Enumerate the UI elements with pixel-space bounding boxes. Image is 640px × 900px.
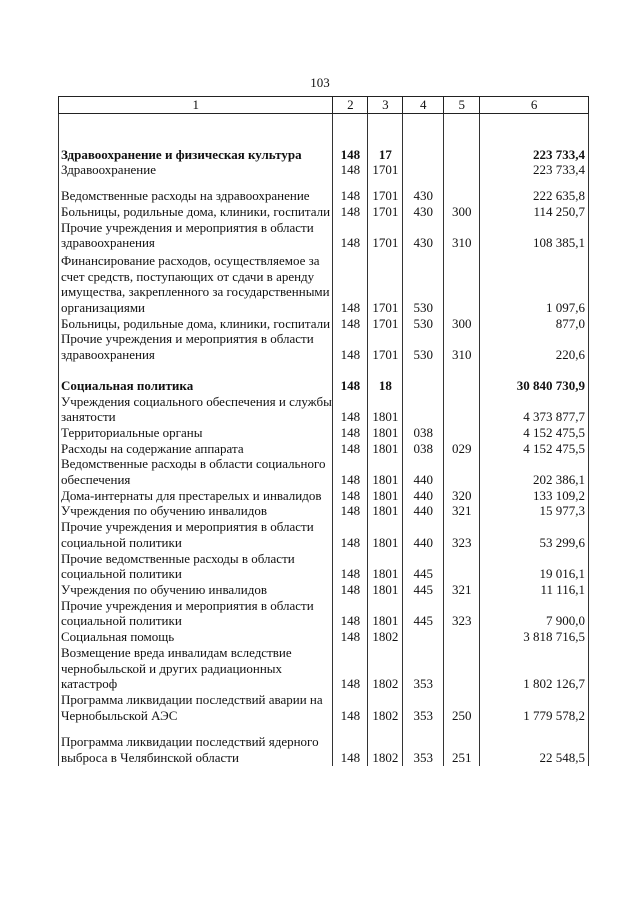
code-expense-type: 323 [444,519,480,550]
amount: 133 109,2 [480,488,589,504]
code-section: 17 [368,113,403,162]
table-row [59,519,589,550]
row-label: Здравоохранение [59,162,333,178]
table-row [59,251,589,316]
code-section: 1701 [368,316,403,332]
code-ministry: 148 [333,363,368,394]
code-section: 1802 [368,723,403,765]
table-row [59,113,589,162]
code-ministry: 148 [333,692,368,723]
code-expense-type [444,645,480,692]
code-section: 1701 [368,251,403,316]
code-expense-type [444,178,480,204]
code-ministry: 148 [333,441,368,457]
code-ministry: 148 [333,519,368,550]
amount: 4 373 877,7 [480,394,589,425]
table-body [59,113,589,766]
code-ministry: 148 [333,204,368,220]
amount: 3 818 716,5 [480,629,589,645]
col-header-1: 1 [59,97,333,114]
table-row [59,456,589,487]
table-row [59,204,589,220]
code-section: 1801 [368,519,403,550]
code-section: 1701 [368,178,403,204]
amount: 7 900,0 [480,598,589,629]
code-ministry: 148 [333,162,368,178]
table-row [59,316,589,332]
code-target [403,113,444,162]
code-section: 1801 [368,551,403,582]
row-label: Прочие учреждения и мероприятия в области социальной политики [59,519,333,550]
code-target: 353 [403,645,444,692]
code-target: 445 [403,598,444,629]
code-target: 430 [403,220,444,251]
code-expense-type: 320 [444,488,480,504]
code-target: 440 [403,503,444,519]
code-target: 445 [403,582,444,598]
code-section: 1701 [368,162,403,178]
amount: 53 299,6 [480,519,589,550]
code-ministry: 148 [333,645,368,692]
code-ministry: 148 [333,394,368,425]
amount: 220,6 [480,331,589,362]
amount: 4 152 475,5 [480,441,589,457]
code-target: 530 [403,316,444,332]
code-target [403,363,444,394]
code-section: 1801 [368,582,403,598]
code-expense-type [444,425,480,441]
row-label: Возмещение вреда инвалидам вследствие чернобыльской и других радиационных катастроф [59,645,333,692]
code-ministry: 148 [333,551,368,582]
code-section: 1801 [368,456,403,487]
code-section: 1802 [368,645,403,692]
table-row [59,162,589,178]
amount: 222 635,8 [480,178,589,204]
code-target: 038 [403,425,444,441]
table-row [59,692,589,723]
code-section: 1802 [368,629,403,645]
row-label: Прочие учреждения и мероприятия в области социальной политики [59,598,333,629]
code-ministry: 148 [333,425,368,441]
code-expense-type [444,551,480,582]
code-target [403,394,444,425]
row-label: Программа ликвидации последствий аварии на Чернобыльской АЭС [59,692,333,723]
code-ministry: 148 [333,582,368,598]
code-section: 1801 [368,425,403,441]
row-label: Программа ликвидации последствий ядерного выброса в Челябинской области [59,723,333,765]
table-row [59,425,589,441]
code-section: 1801 [368,598,403,629]
col-header-3: 3 [368,97,403,114]
code-ministry: 148 [333,456,368,487]
code-target: 038 [403,441,444,457]
code-section: 1801 [368,503,403,519]
code-expense-type: 321 [444,582,480,598]
row-label: Здравоохранение и физическая культура [59,113,333,162]
code-expense-type [444,251,480,316]
amount: 1 779 578,2 [480,692,589,723]
col-header-2: 2 [333,97,368,114]
code-expense-type [444,456,480,487]
budget-table [58,96,589,766]
code-expense-type [444,363,480,394]
code-ministry: 148 [333,251,368,316]
code-target: 353 [403,692,444,723]
amount: 1 097,6 [480,251,589,316]
code-target: 430 [403,204,444,220]
row-label: Больницы, родильные дома, клиники, госпитали [59,204,333,220]
code-section: 1801 [368,441,403,457]
table-row [59,582,589,598]
table-row [59,394,589,425]
code-expense-type: 323 [444,598,480,629]
amount: 22 548,5 [480,723,589,765]
code-expense-type: 321 [444,503,480,519]
code-expense-type [444,629,480,645]
amount: 223 733,4 [480,113,589,162]
code-target: 430 [403,178,444,204]
row-label: Прочие учреждения и мероприятия в области здравоохранения [59,331,333,362]
code-section: 1701 [368,204,403,220]
row-label: Учреждения по обучению инвалидов [59,582,333,598]
code-expense-type: 310 [444,331,480,362]
code-target [403,629,444,645]
table-row [59,488,589,504]
amount: 30 840 730,9 [480,363,589,394]
row-label: Дома-интернаты для престарелых и инвалидов [59,488,333,504]
code-target: 440 [403,456,444,487]
code-expense-type [444,162,480,178]
code-expense-type: 029 [444,441,480,457]
col-header-4: 4 [403,97,444,114]
code-target: 440 [403,488,444,504]
code-expense-type: 300 [444,204,480,220]
code-section: 1701 [368,331,403,362]
code-target [403,162,444,178]
amount: 114 250,7 [480,204,589,220]
row-label: Больницы, родильные дома, клиники, госпитали [59,316,333,332]
table-row [59,551,589,582]
header-row [59,97,589,114]
col-header-5: 5 [444,97,480,114]
row-label: Ведомственные расходы на здравоохранение [59,178,333,204]
code-target: 530 [403,331,444,362]
row-label: Социальная политика [59,363,333,394]
amount: 108 385,1 [480,220,589,251]
row-label: Социальная помощь [59,629,333,645]
code-ministry: 148 [333,723,368,765]
amount: 877,0 [480,316,589,332]
table-row [59,331,589,362]
table-row [59,723,589,765]
amount: 19 016,1 [480,551,589,582]
code-section: 1802 [368,692,403,723]
code-section: 18 [368,363,403,394]
amount: 15 977,3 [480,503,589,519]
row-label: Ведомственные расходы в области социального обеспечения [59,456,333,487]
code-target: 445 [403,551,444,582]
table-row [59,363,589,394]
amount: 223 733,4 [480,162,589,178]
row-label: Прочие ведомственные расходы в области социальной политики [59,551,333,582]
table-row [59,598,589,629]
table-row [59,645,589,692]
code-target: 530 [403,251,444,316]
amount: 4 152 475,5 [480,425,589,441]
code-ministry: 148 [333,598,368,629]
amount: 202 386,1 [480,456,589,487]
code-expense-type: 250 [444,692,480,723]
amount: 11 116,1 [480,582,589,598]
page-number: 103 [310,75,330,90]
row-label: Учреждения по обучению инвалидов [59,503,333,519]
code-ministry: 148 [333,316,368,332]
row-label: Учреждения социального обеспечения и службы занятости [59,394,333,425]
code-ministry: 148 [333,113,368,162]
code-section: 1701 [368,220,403,251]
table-row [59,503,589,519]
code-target: 440 [403,519,444,550]
code-ministry: 148 [333,488,368,504]
code-expense-type [444,113,480,162]
col-header-6: 6 [480,97,589,114]
code-section: 1801 [368,488,403,504]
code-ministry: 148 [333,220,368,251]
row-label: Расходы на содержание аппарата [59,441,333,457]
table-row [59,441,589,457]
code-ministry: 148 [333,503,368,519]
row-label: Территориальные органы [59,425,333,441]
row-label: Финансирование расходов, осуществляемое за счет средств, поступающих от сдачи в аренду имущества, закрепленного за государственными организациями [59,251,333,316]
code-ministry: 148 [333,629,368,645]
code-expense-type: 310 [444,220,480,251]
code-target: 353 [403,723,444,765]
amount: 1 802 126,7 [480,645,589,692]
code-ministry: 148 [333,178,368,204]
code-section: 1801 [368,394,403,425]
row-label: Прочие учреждения и мероприятия в области здравоохранения [59,220,333,251]
code-ministry: 148 [333,331,368,362]
code-expense-type [444,394,480,425]
code-expense-type: 300 [444,316,480,332]
table-row [59,629,589,645]
code-expense-type: 251 [444,723,480,765]
table-row [59,220,589,251]
table-row [59,178,589,204]
